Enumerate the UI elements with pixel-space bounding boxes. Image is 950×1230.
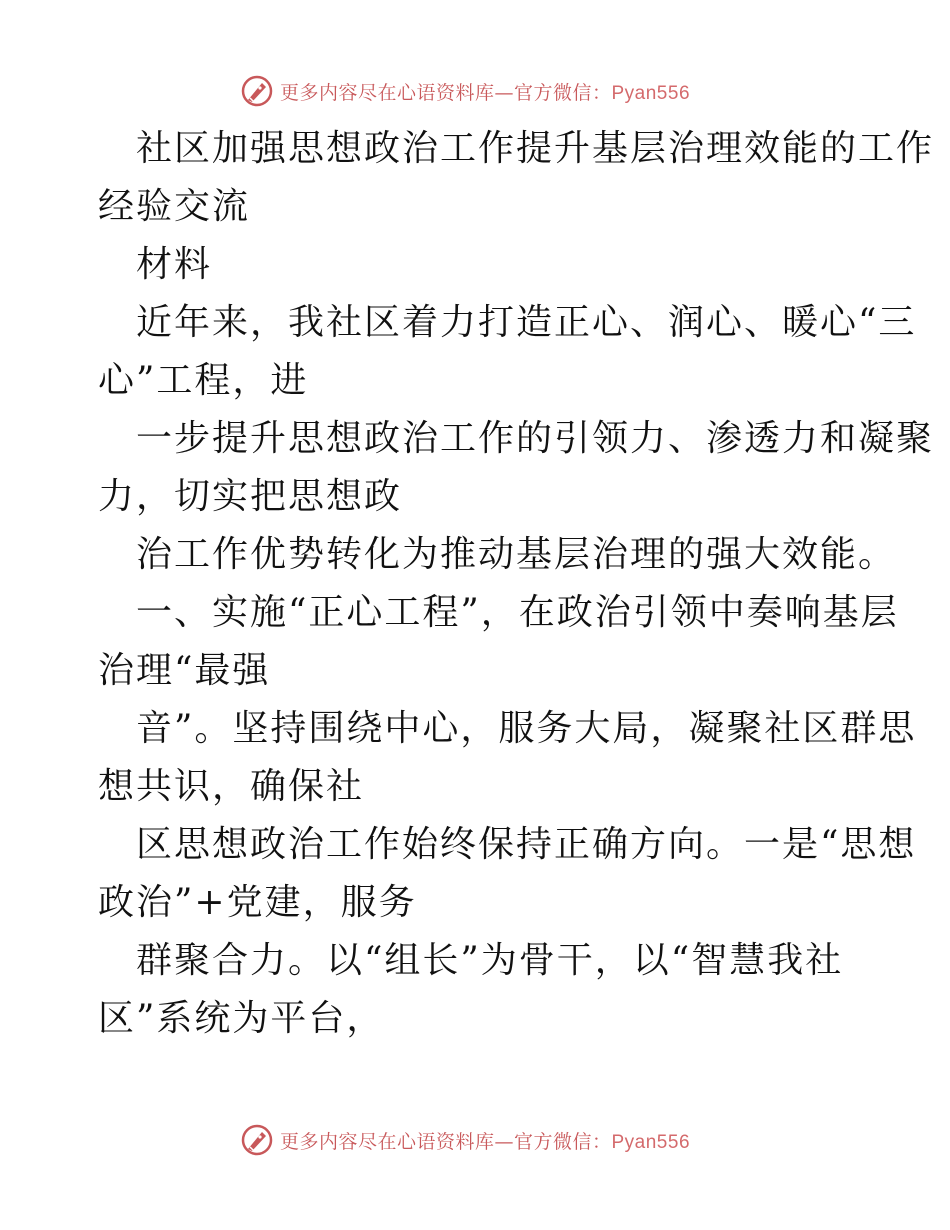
header-banner-text: [280, 78, 690, 105]
paragraph-line: 群聚合力。以“组长”为骨干，以“智慧我社: [136, 940, 844, 981]
section-heading-line: 治理“最强: [98, 650, 271, 691]
header-banner-label: 更多内容尽在心语资料库—官方微信：: [279, 81, 612, 104]
paragraph-line: 想共识，确保社: [98, 766, 365, 807]
paragraph-line: 心”工程，进: [98, 360, 309, 401]
footer-banner: [0, 1120, 950, 1160]
title-line-1: 社区加强思想政治工作提升基层治理效能的工作: [136, 128, 935, 169]
pen-nib-logo-icon: [240, 1123, 274, 1157]
footer-banner-label: 更多内容尽在心语资料库—官方微信：: [279, 1130, 612, 1153]
header-wechat-id: Pyan556: [611, 82, 691, 104]
footer-wechat-id: Pyan556: [611, 1131, 691, 1153]
paragraph-line: 政治”+党建，服务: [98, 882, 417, 923]
paragraph-line: 力，切实把思想政: [98, 476, 403, 517]
document-body: [98, 120, 935, 1048]
header-banner: [0, 71, 950, 111]
header-banner-inner: [240, 74, 690, 108]
paragraph-line: 治工作优势转化为推动基层治理的强大效能。: [136, 534, 897, 575]
pen-nib-logo-icon: [240, 74, 274, 108]
footer-banner-inner: [240, 1123, 690, 1157]
paragraph-line: 近年来，我社区着力打造正心、润心、暖心“三: [136, 302, 917, 343]
paragraph-line: 音”。坚持围绕中心，服务大局，凝聚社区群思: [136, 708, 917, 749]
paragraph-line: 一步提升思想政治工作的引领力、渗透力和凝聚: [136, 418, 935, 459]
title-line-3: 材料: [136, 244, 213, 285]
paragraph-line: 区思想政治工作始终保持正确方向。一是“思想: [136, 824, 917, 865]
title-line-2: 经验交流: [98, 186, 251, 227]
section-heading-line: 一、实施“正心工程”，在政治引领中奏响基层: [136, 592, 899, 633]
paragraph-line: 区”系统为平台，: [98, 998, 385, 1039]
footer-banner-text: [280, 1127, 690, 1154]
